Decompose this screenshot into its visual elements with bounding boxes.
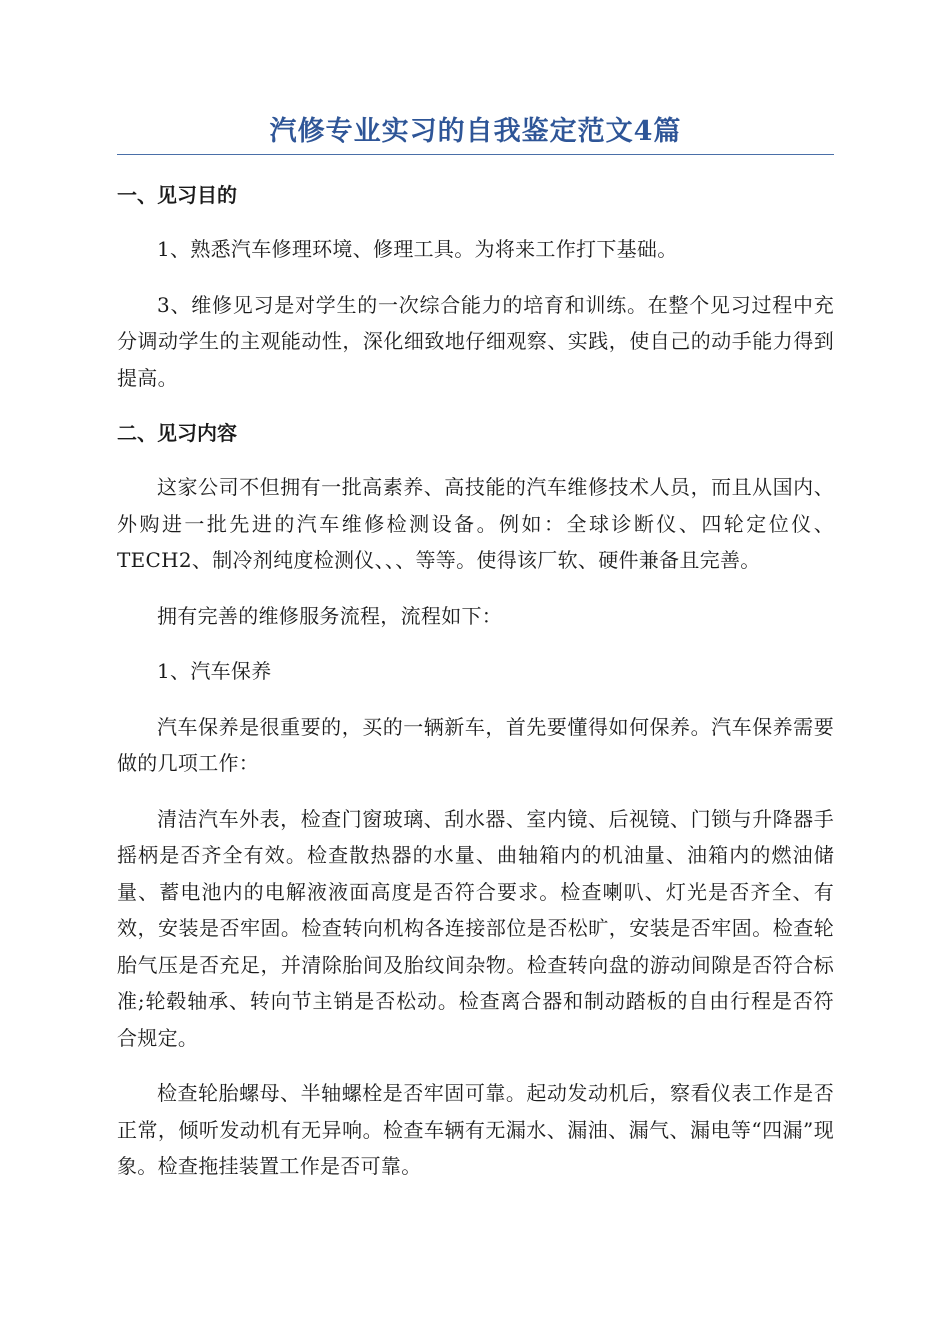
section-purpose	[117, 177, 834, 396]
document-title: 汽修专业实习的自我鉴定范文4篇	[269, 116, 682, 147]
section-heading: 一、见习目的	[117, 183, 237, 207]
paragraph: 这家公司不但拥有一批高素养、高技能的汽车维修技术人员，而且从国内、外购进一批先进的汽车维修检测设备。例如：全球诊断仪、四轮定位仪、TECH2、制冷剂纯度检测仪、、、等等。使得该厂软、硬件兼备且完善。	[117, 475, 834, 572]
paragraph: 检查轮胎螺母、半轴螺栓是否牢固可靠。起动发动机后，察看仪表工作是否正常，倾听发动机有无异响。检查车辆有无漏水、漏油、漏气、漏电等“四漏”现象。检查拖挂装置工作是否可靠。	[117, 1081, 834, 1178]
section-heading: 二、见习内容	[117, 421, 237, 445]
paragraph: 1、熟悉汽车修理环境、修理工具。为将来工作打下基础。	[157, 237, 678, 261]
paragraph: 汽车保养是很重要的，买的一辆新车，首先要懂得如何保养。汽车保养需要做的几项工作：	[117, 714, 834, 775]
title-divider	[117, 154, 834, 155]
section-content	[117, 415, 834, 1185]
document-page	[117, 112, 834, 1204]
paragraph: 3、维修见习是对学生的一次综合能力的培育和训练。在整个见习过程中充分调动学生的主观能动性，深化细致地仔细观察、实践，使自己的动手能力得到提高。	[117, 292, 834, 390]
paragraph: 拥有完善的维修服务流程，流程如下：	[157, 603, 503, 628]
paragraph: 清洁汽车外表，检查门窗玻璃、刮水器、室内镜、后视镜、门锁与升降器手摇柄是否齐全有效。检查散热器的水量、曲轴箱内的机油量、油箱内的燃油储量、蓄电池内的电解液液面高度是否符合要求。检查喇叭、灯光是否齐全、有效，安装是否牢固。检查转向机构各连接部位是否松旷，安装是否牢固。检查轮胎气压是否充足，并清除胎间及胎纹间杂物。检查转向盘的游动间隙是否符合标准;轮毂轴承、转向节主销是否松动。检查离合器和制动踏板的自由行程是否符合规定。	[117, 806, 834, 1050]
paragraph: 1、汽车保养	[157, 659, 272, 683]
